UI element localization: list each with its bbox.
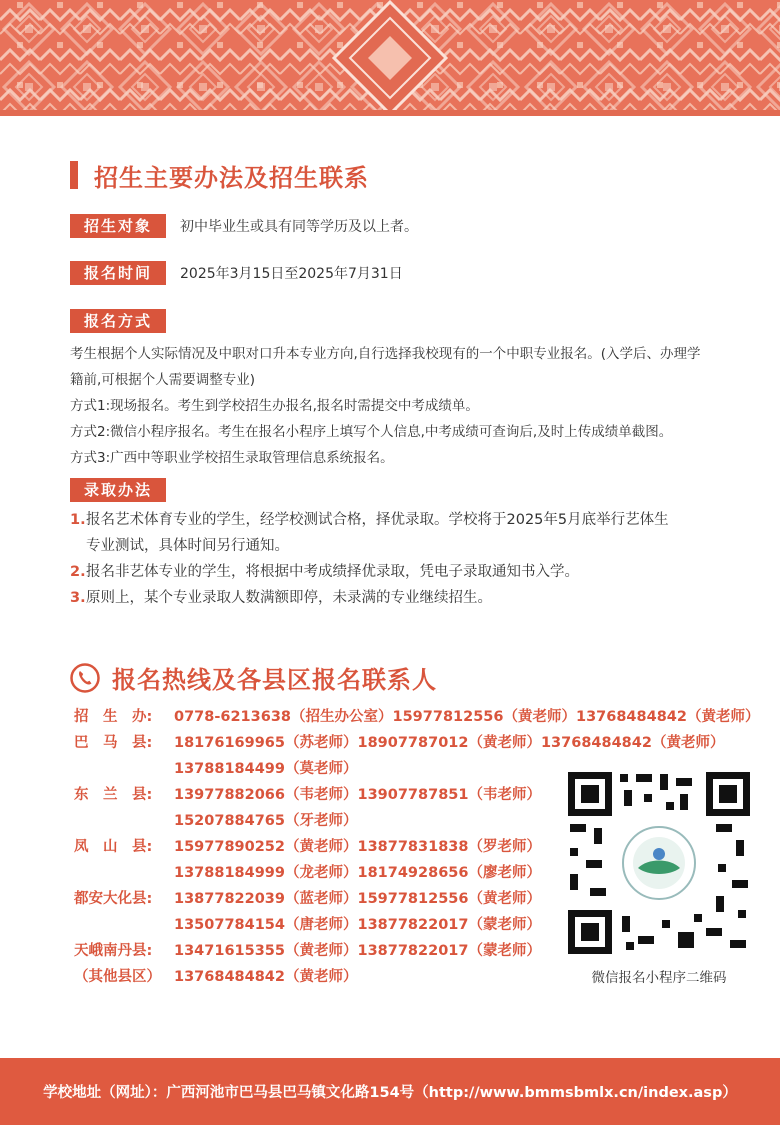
qr-caption: 微信报名小程序二维码: [591, 970, 727, 986]
contact-label: 东 兰 县:: [74, 787, 153, 803]
admission-item: [70, 507, 780, 533]
ethnic-pattern: [0, 0, 780, 116]
admission-tag: 录取办法: [70, 478, 166, 502]
admission-list: [70, 507, 780, 611]
target-tag: 招生对象: [70, 214, 166, 238]
method-line: 方式3:广西中等职业学校招生录取管理信息系统报名。: [70, 450, 394, 466]
contact-numbers: 13977882066（韦老师）13907787851（韦老师）: [174, 787, 541, 803]
contact-numbers: 15207884765（牙老师）: [174, 813, 358, 829]
target-text: 初中毕业生或具有同等学历及以上者。: [180, 219, 418, 235]
item-number: 2.: [70, 564, 86, 580]
method-line: 籍前,可根据个人需要调整专业): [70, 372, 256, 388]
method-paragraph: [70, 341, 770, 471]
decorative-pattern-banner: [0, 0, 780, 116]
contact-numbers: 13788184999（龙老师）18174928656（廖老师）: [174, 865, 541, 881]
contact-label: [74, 756, 174, 782]
contact-label: [74, 808, 174, 834]
contact-row: [74, 730, 774, 756]
method-line: 方式1:现场报名。考生到学校招生办报名,报名时需提交中考成绩单。: [70, 398, 479, 414]
hotline-title: [70, 660, 437, 695]
contact-numbers: 0778-6213638（招生办公室）15977812556（黄老师）13768484842（黄老师）: [174, 709, 760, 725]
time-text: 2025年3月15日至2025年7月31日: [180, 266, 403, 282]
contact-label: 招 生 办:: [74, 709, 153, 725]
section-title-text: 招生主要办法及招生联系: [94, 163, 369, 192]
admission-item: [70, 559, 780, 585]
contact-label: 凤 山 县:: [74, 839, 153, 855]
admission-item: [70, 585, 780, 611]
method-line: 考生根据个人实际情况及中职对口升本专业方向,自行选择我校现有的一个中职专业报名。(入学后、办理学: [70, 346, 701, 362]
method-line: 方式2:微信小程序报名。考生在报名小程序上填写个人信息,中考成绩可查询后,及时上传成绩单截图。: [70, 424, 673, 440]
contact-label: 巴 马 县:: [74, 735, 153, 751]
contact-numbers: 13877822039（蓝老师）15977812556（黄老师）: [174, 891, 541, 907]
contact-numbers: 13768484842（黄老师）: [174, 969, 358, 985]
contact-row: [74, 704, 774, 730]
footer-address: 学校地址（网址）：广西河池市巴马县巴马镇文化路154号（http://www.bmmsbmlx.cn/index.asp）: [0, 1058, 780, 1125]
contact-label: [74, 912, 174, 938]
item-text-continued: 专业测试，具体时间另行通知。: [86, 538, 289, 554]
hotline-title-text: 报名热线及各县区报名联系人: [112, 666, 437, 694]
qr-code-image[interactable]: [566, 770, 752, 956]
phone-icon: [70, 663, 100, 693]
contact-label: 天峨南丹县:: [74, 943, 153, 959]
contact-numbers: 18176169965（苏老师）18907787012（黄老师）13768484842（黄老师）: [174, 735, 725, 751]
contact-numbers: 13788184499（莫老师）: [174, 761, 358, 777]
contact-label: （其他县区）: [74, 969, 161, 985]
item-number: 1.: [70, 512, 86, 528]
contact-label: 都安大化县:: [74, 891, 153, 907]
item-text: 报名艺术体育专业的学生，经学校测试合格，择优录取。学校将于2025年5月底举行艺体生: [86, 512, 669, 528]
contact-numbers: 13507784154（唐老师）13877822017（蒙老师）: [174, 917, 541, 933]
contact-numbers: 15977890252（黄老师）13877831838（罗老师）: [174, 839, 541, 855]
title-accent-bar: [70, 161, 78, 189]
item-text: 原则上，某个专业录取人数满额即停，未录满的专业继续招生。: [86, 590, 492, 606]
contact-label: [74, 860, 174, 886]
contact-numbers: 13471615355（黄老师）13877822017（蒙老师）: [174, 943, 541, 959]
item-number: 3.: [70, 590, 86, 606]
time-tag: 报名时间: [70, 261, 166, 285]
section-title: [70, 160, 369, 190]
item-text: 报名非艺体专业的学生，将根据中考成绩择优录取，凭电子录取通知书入学。: [86, 564, 579, 580]
method-tag: 报名方式: [70, 309, 166, 333]
